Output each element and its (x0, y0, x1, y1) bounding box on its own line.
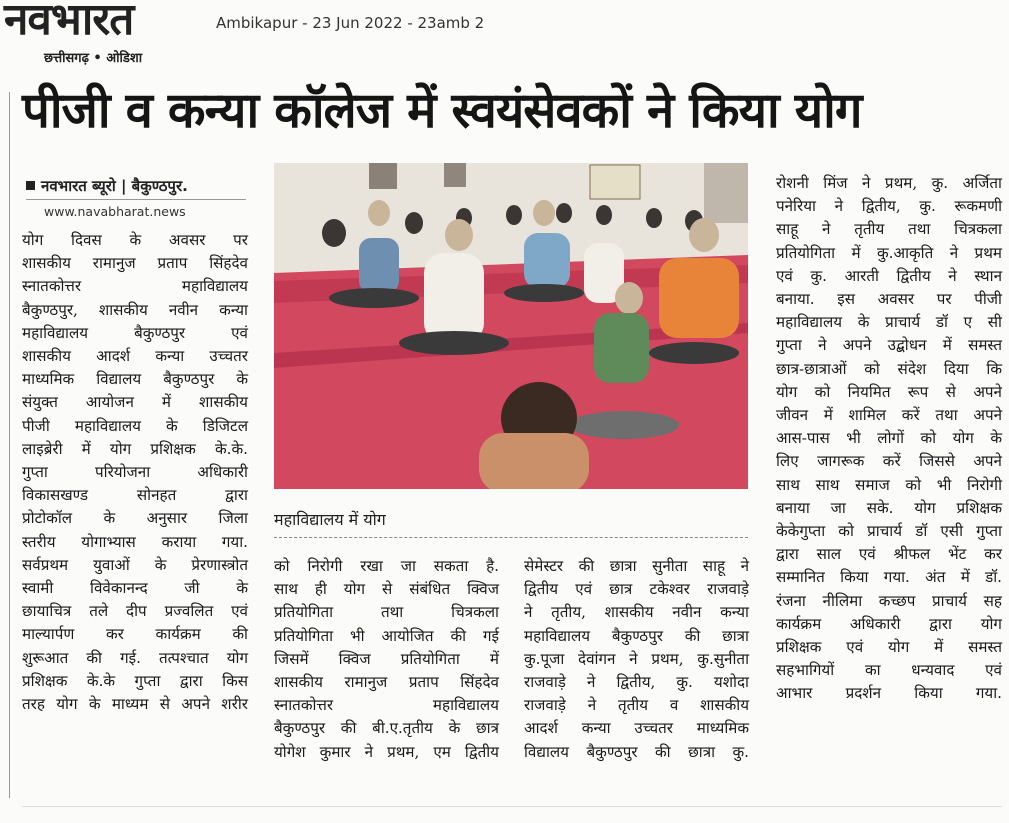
text-line: स्नातकोत्तर महाविद्यालय (22, 277, 248, 296)
text-line: छात्र-छात्राओं को संदेश दिया कि (776, 359, 1002, 378)
article-column-4 (776, 172, 1002, 706)
article-column-2 (274, 555, 499, 764)
article-headline: पीजी व कन्या कॉलेज में स्वयंसेवकों ने किया योग (22, 82, 862, 139)
text-line: साहू ने तृतीय तथा चित्रकला (776, 220, 1002, 239)
article-website: www.navabharat.news (44, 204, 186, 219)
text-line: प्रशिक्षक के.के गुप्ता द्वारा किस (22, 671, 248, 690)
text-line: प्रतियोगिता में कु.आकृति ने प्रथम (776, 243, 1002, 262)
text-line: संयुक्त आयोजन में शासकीय (22, 393, 248, 412)
edition-line: Ambikapur - 23 Jun 2022 - 23amb 2 (216, 14, 485, 32)
text-line: सर्वप्रथम युवाओं के प्रेरणास्त्रोत (22, 555, 248, 574)
text-line: बनाया जा सके. योग प्रशिक्षक (776, 498, 1002, 517)
text-line: राजवाड़े ने द्वितीय, कु. यशोदा (524, 673, 749, 692)
text-line: प्रतियोगिता तथा चित्रकला (274, 603, 499, 622)
text-line: प्रोटोकॉल के अनुसार जिला (22, 509, 248, 528)
text-line: बैकुण्ठपुर की बी.ए.तृतीय के छात्र (274, 719, 499, 738)
text-line: गुप्ता ने अपने उद्बोधन में समस्त (776, 336, 1002, 355)
text-line: योगेश कुमार ने प्रथम, एम द्वितीय (274, 742, 499, 761)
text-line: राजवाड़े ने तृतीय व शासकीय (524, 696, 749, 715)
text-line: साथ साथ समाज को भी निरोगी (776, 475, 1002, 494)
text-line: तरह योग के माध्यम से अपने शरीर (22, 695, 248, 714)
text-line: आदर्श कन्या उच्चतर माध्यमिक (524, 719, 749, 738)
text-line: रंजना नीलिमा कच्छप प्राचार्य सह (776, 591, 1002, 610)
article-column-1 (22, 229, 248, 716)
text-line: महाविद्यालय बैकुण्ठपुर की छात्रा (524, 626, 749, 645)
text-line: जिसमें क्विज प्रतियोगिता में (274, 649, 499, 668)
text-line: पीजी महाविद्यालय के डिजिटल (22, 416, 248, 435)
text-line: प्रशिक्षक एवं योग में समस्त (776, 638, 1002, 657)
text-line: शासकीय रामानुज प्रताप सिंहदेव (274, 673, 499, 692)
text-line: स्तरीय योगाभ्यास कराया गया. (22, 532, 248, 551)
text-line: छायाचित्र तले दीप प्रज्वलित एवं (22, 602, 248, 621)
text-line: माध्यमिक विद्यालय बैकुण्ठपुर के (22, 370, 248, 389)
logo-wordmark: नवभारत (4, 0, 134, 45)
text-line: गुप्ता परियोजना अधिकारी (22, 463, 248, 482)
byline-rule (26, 199, 246, 200)
text-line: लाइब्रेरी में योग प्रशिक्षक के.के. (22, 439, 248, 458)
text-line: आभार प्रदर्शन किया गया. (776, 684, 1002, 703)
text-line: ने तृतीय, शासकीय नवीन कन्या (524, 603, 749, 622)
text-line: बनाया. इस अवसर पर पीजी (776, 290, 1002, 309)
text-line: योग को नियमित रूप से अपने (776, 382, 1002, 401)
text-line: को निरोगी रखा जा सकता है. (274, 557, 499, 575)
byline-square-icon (26, 181, 35, 190)
masthead-logo (4, 2, 200, 64)
text-line: रोशनी मिंज ने प्रथम, कु. अर्जिता (776, 174, 1002, 192)
text-line: सम्मानित किया गया. अंत में डॉ. (776, 568, 1002, 587)
text-line: स्वामी विवेकानन्द जी के (22, 579, 248, 598)
text-line: एवं कु. आरती द्वितीय ने स्थान (776, 266, 1002, 285)
text-line: शासकीय रामानुज प्रताप सिंहदेव (22, 254, 248, 273)
text-line: सहभागियों का धन्यवाद एवं (776, 661, 1002, 680)
text-line: विकासखण्ड सोनहत द्वारा (22, 486, 248, 505)
article-byline (26, 176, 188, 196)
text-line: माल्यार्पण कर कार्यक्रम की (22, 625, 248, 644)
text-line: शासकीय आदर्श कन्या उच्चतर (22, 347, 248, 366)
article-photo (274, 163, 748, 489)
text-line: महाविद्यालय के प्राचार्य डॉ ए सी (776, 313, 1002, 332)
text-line: साथ ही योग से संबंधित क्विज (274, 580, 499, 599)
text-line: आस-पास भी लोगों को योग के (776, 429, 1002, 448)
text-line: केकेगुप्ता को प्राचार्य डॉ एसी गुप्ता (776, 522, 1002, 541)
text-line: स्नातकोत्तर महाविद्यालय (274, 696, 499, 715)
text-line: प्रतियोगिता भी आयोजित की गई (274, 626, 499, 645)
page-bottom-rule (22, 806, 1002, 807)
text-line: बैकुण्ठपुर, शासकीय नवीन कन्या (22, 300, 248, 319)
logo-region: छत्तीसगढ़ • ओडिशा (44, 51, 143, 66)
left-column-rule (9, 92, 10, 798)
caption-rule (274, 537, 748, 538)
text-line: विद्यालय बैकुण्ठपुर की छात्रा कु. (524, 742, 749, 761)
text-line: सेमेस्टर की छात्रा सुनीता साहू ने (524, 557, 749, 575)
text-line: द्वारा साल एवं श्रीफल भेंट कर (776, 545, 1002, 564)
text-line: कार्यक्रम अधिकारी द्वारा योग (776, 614, 1002, 633)
photo-caption: महाविद्यालय में योग (274, 510, 386, 529)
byline-text: नवभारत ब्यूरो | बैकुण्ठपुर. (41, 177, 188, 195)
article-column-3 (524, 555, 749, 764)
text-line: पनेरिया ने द्वितीय, कु. रूकमणी (776, 197, 1002, 216)
text-line: महाविद्यालय बैकुण्ठपुर एवं (22, 323, 248, 342)
text-line: कु.पूजा देवांगन ने प्रथम, कु.सुनीता (524, 649, 749, 668)
text-line: शुरूआत की गई. तत्पश्चात योग (22, 648, 248, 667)
text-line: जीवन में शामिल करें तथा अपने (776, 406, 1002, 425)
text-line: योग दिवस के अवसर पर (22, 231, 248, 249)
text-line: लिए जागरूक करें जिससे अपने (776, 452, 1002, 471)
text-line: द्वितीय एवं छात्र टकेश्वर राजवाड़े (524, 580, 749, 599)
